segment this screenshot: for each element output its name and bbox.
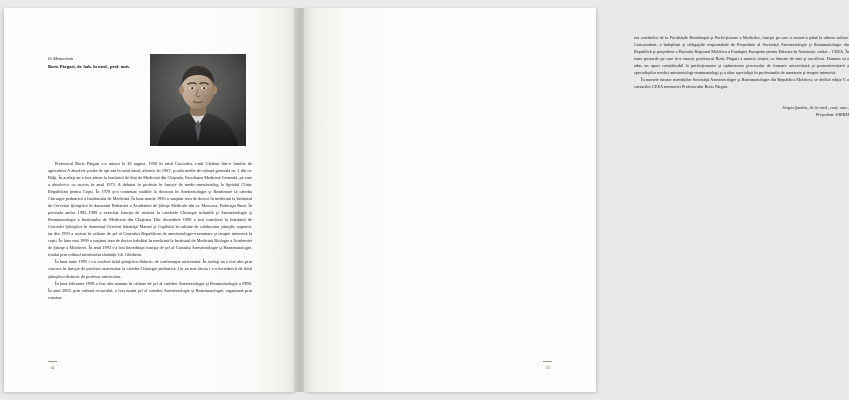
page-number-left: 14 bbox=[50, 365, 55, 370]
paragraph: În luna februarie 1998 a fost ales usnaim în calitate de şef al catedrei Anesteziologie şi Reanimatologie a FPM. În anul 2005, prin ordinul rectorului, a fost numit şef al catedrei Anesteziologie şi Reanimatologie, organizată prin comasa- bbox=[48, 280, 252, 300]
right-page-content bbox=[634, 34, 849, 118]
portrait-illustration bbox=[150, 54, 246, 146]
folio-rule bbox=[543, 361, 552, 362]
folio-rule bbox=[48, 361, 57, 362]
right-body-text bbox=[634, 34, 849, 90]
portrait-photo bbox=[150, 54, 246, 146]
signature-block bbox=[634, 104, 849, 118]
paragraph: rea catedrelor de la Facultăţile Rezidenţiat şi Perfecţionare a Medicilor, funcţie pe care a onorat-o până la ultima suflare. Concomitent, a îndeplinit şi obligaţiile responsabile de Preşedinte al Societăţii Anesteziologie şi Reanimatologie din Republică şi preşedinte a Biroului Regional Moldova a Fundaţiei Europene pentru Educare în Anestezie, astăzi – CEEA. În toate posturile pe care le-a onorat, profesorul Boris Pârgari a muncit cinstit, cu dăruire de sine şi sacrificiu. Domnia sa a adus un aport considerabil la perfecţionarea şi optimizarea procesului de formare universitară şi postuniversitară a specialiştilor medici anesteziologi-reanimatologi şi a altor specialişti în profesiunile de anestezie şi terapie intensivă. bbox=[634, 35, 849, 76]
paragraph: Profesorul Boris Pârgari s-a născut la 20 august, 1950 în satul Ciuciulea, r-nul Glodeni într-o familie de agricultori.A absolvit şcoala de opt ani în satul natal, ulterior, în 1967, şcoala medie de cultură generală nr. 1 din or. Bălţi. În acelaşi an a fost admis la Institutul de Stat de Medicină din Chişinău, Facultatea Medicină Generală, pe care a absolvit-o cu succes în anul 1973. A debutat în profesie în funcţie de medic-anesteziolog la Spitalul Clinic Republican pentru Copii. În 1978 şi-a continuat studiile la doctorat în Anesteziologie şi Reanimare la catedra Chirurgie pediatrică a Institutului de Medicină. În luna martie 1983 a susţinut teza de doctor în medicină la Institutul de Cercetări Ştiinţifice în domeniul Pediatriei a Academiei de Ştiinţe Medicale din or. Moscova, Federaţia Rusă. În perioada anilor 1983–1989 a exercitat funcţia de asistent la catedrele Chirurgie infantilă şi Anesteziologie şi Reanimatologie a Institutului de Medicină din Chişinău. Din decembrie 1990 a fost transferat la Institutul de Cercetări Ştiinţifice în domeniul Ocrotirii Sănătăţii Mamei şi Copilului în calitate de colaborator ştiinţific superior, iar din 1993 a activat în calitate de şef al Centrului Republican de anesteziologie-examinare şi terapie intensivă la copii. În luna mai 1999 a susţinut teza de doctor habilitat în medicină la Institutul de Medicină Biologie a Academiei de Ştiinţe a Moldovei. În anul 1993 i-a fost încredinţat funcţia de şef al Cursului Anesteziologie şi Reanimatologie, fondat prin ordinul ministrului sănătăţii Gh. Ghidirim. bbox=[48, 161, 252, 258]
paragraph: În numele tuturor membrilor Societăţii Anesteziologie şi Reanimatologie din Republica Moldova, se dedică ediţia V a cursurilor CEEA memoriei Profesorului Boris Pârgari. bbox=[634, 77, 849, 90]
memoriam-label: In Memoriam bbox=[48, 56, 74, 61]
right-page bbox=[304, 8, 849, 392]
signature-role: Preşedinte SARRM bbox=[815, 112, 849, 118]
left-page-content bbox=[48, 54, 252, 301]
memoriam-name: Boris Pârgari, dr. hab. în med., prof. univ. bbox=[48, 63, 131, 69]
page-number-right: 15 bbox=[545, 365, 550, 370]
left-page bbox=[4, 8, 296, 392]
left-body-text bbox=[48, 160, 252, 301]
memoriam-caption bbox=[48, 54, 140, 71]
paragraph: În luna iunie 1995 i s-a conferit titlul ştiinţifico-didactic de conferenţiar universitar. În acelaşi an a fost ales prin concurs în funcţie de profesor universitar la catedra Chirurgie pediatrică. Un an mai târziu i s-a învrednicit de titlul ştiinţifico-didactic de profesor universitar. bbox=[48, 259, 252, 279]
signature-name: Sergiu Şandru, dr. în med., conf. univ., bbox=[782, 105, 849, 111]
memoriam-header bbox=[48, 54, 252, 146]
